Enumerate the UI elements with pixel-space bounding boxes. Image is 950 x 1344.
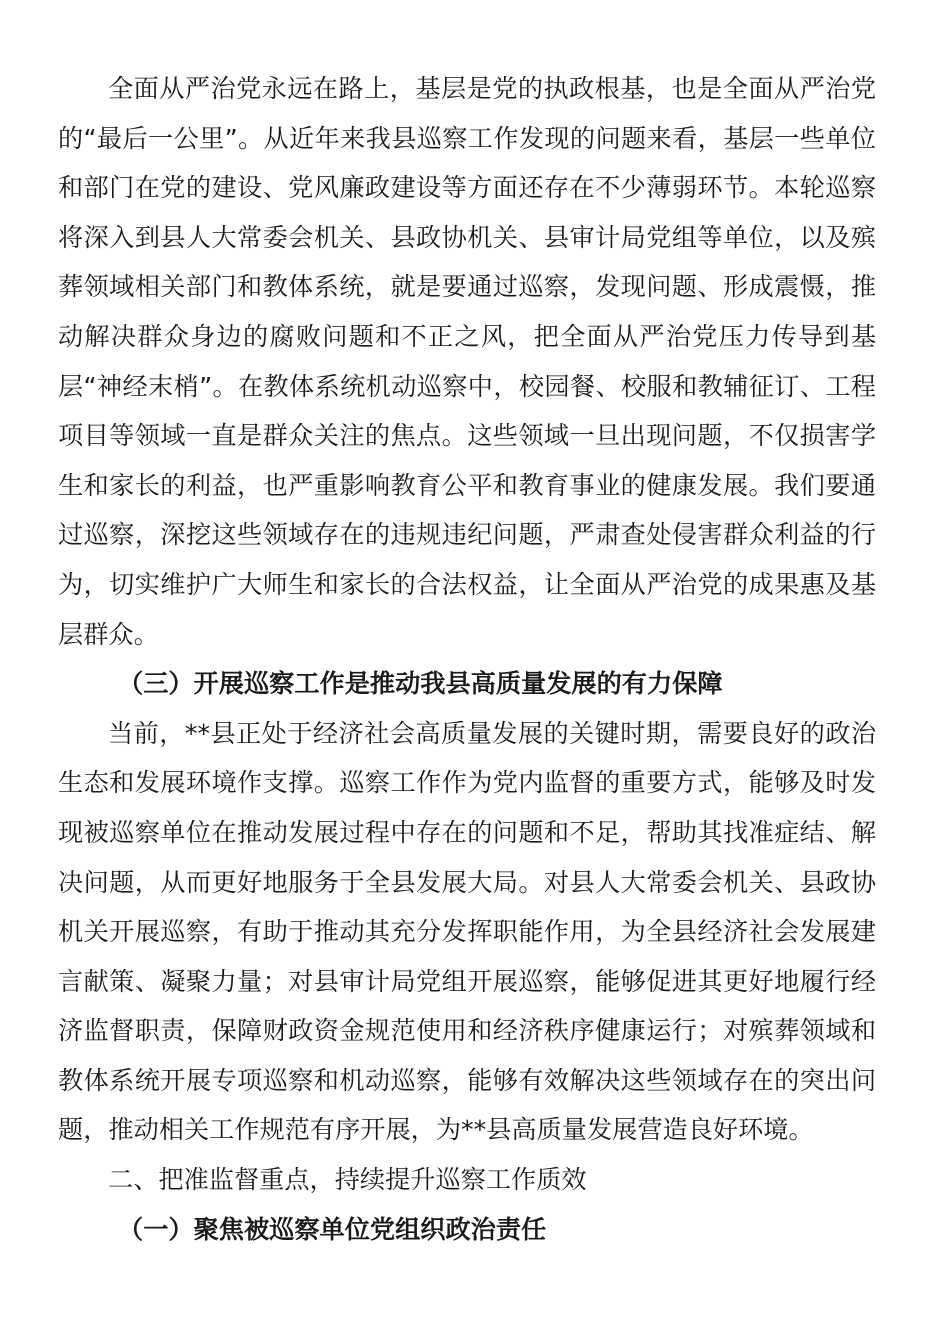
- body-paragraph: 全面从严治党永远在路上，基层是党的执政根基，也是全面从严治党的“最后一公里”。从近年来我县巡察工作发现的问题来看，基层一些单位和部门在党的建设、党风廉政建设等方面还存在不少薄弱环节。本轮巡察将深入到县人大常委会机关、县政协机关、县审计局党组等单位，以及殡葬领域相关部门和教体系统，就是要通过巡察，发现问题、形成震慑，推动解决群众身边的腐败问题和不正之风，把全面从严治党压力传导到基层“神经末梢”。在教体系统机动巡察中，校园餐、校服和教辅征订、工程项目等领域一直是群众关注的焦点。这些领域一旦出现问题，不仅损害学生和家长的利益，也严重影响教育公平和教育事业的健康发展。我们要通过巡察，深挖这些领域存在的违规违纪问题，严肃查处侵害群众利益的行为，切实维护广大师生和家长的合法权益，让全面从严治党的成果惠及基层群众。: [58, 74, 876, 649]
- body-paragraph: 当前，**县正处于经济社会高质量发展的关键时期，需要良好的政治生态和发展环境作支撑。巡察工作作为党内监督的重要方式，能够及时发现被巡察单位在推动发展过程中存在的问题和不足，帮助其找准症结、解决问题，从而更好地服务于全县发展大局。对县人大常委会机关、县政协机关开展巡察，有助于推动其充分发挥职能作用，为全县经济社会发展建言献策、凝聚力量；对县审计局党组开展巡察，能够促进其更好地履行经济监督职责，保障财政资金规范使用和经济秩序健康运行；对殡葬领域和教体系统开展专项巡察和机动巡察，能够有效解决这些领域存在的突出问题，推动相关工作规范有序开展，为**县高质量发展营造良好环境。: [58, 718, 876, 1145]
- subsection-heading: （一）聚焦被巡察单位党组织政治责任: [118, 1214, 547, 1244]
- section-heading: 二、把准监督重点，持续提升巡察工作质效: [108, 1165, 587, 1195]
- subsection-heading: （三）开展巡察工作是推动我县高质量发展的有力保障: [118, 669, 723, 699]
- document-body: [58, 64, 876, 1254]
